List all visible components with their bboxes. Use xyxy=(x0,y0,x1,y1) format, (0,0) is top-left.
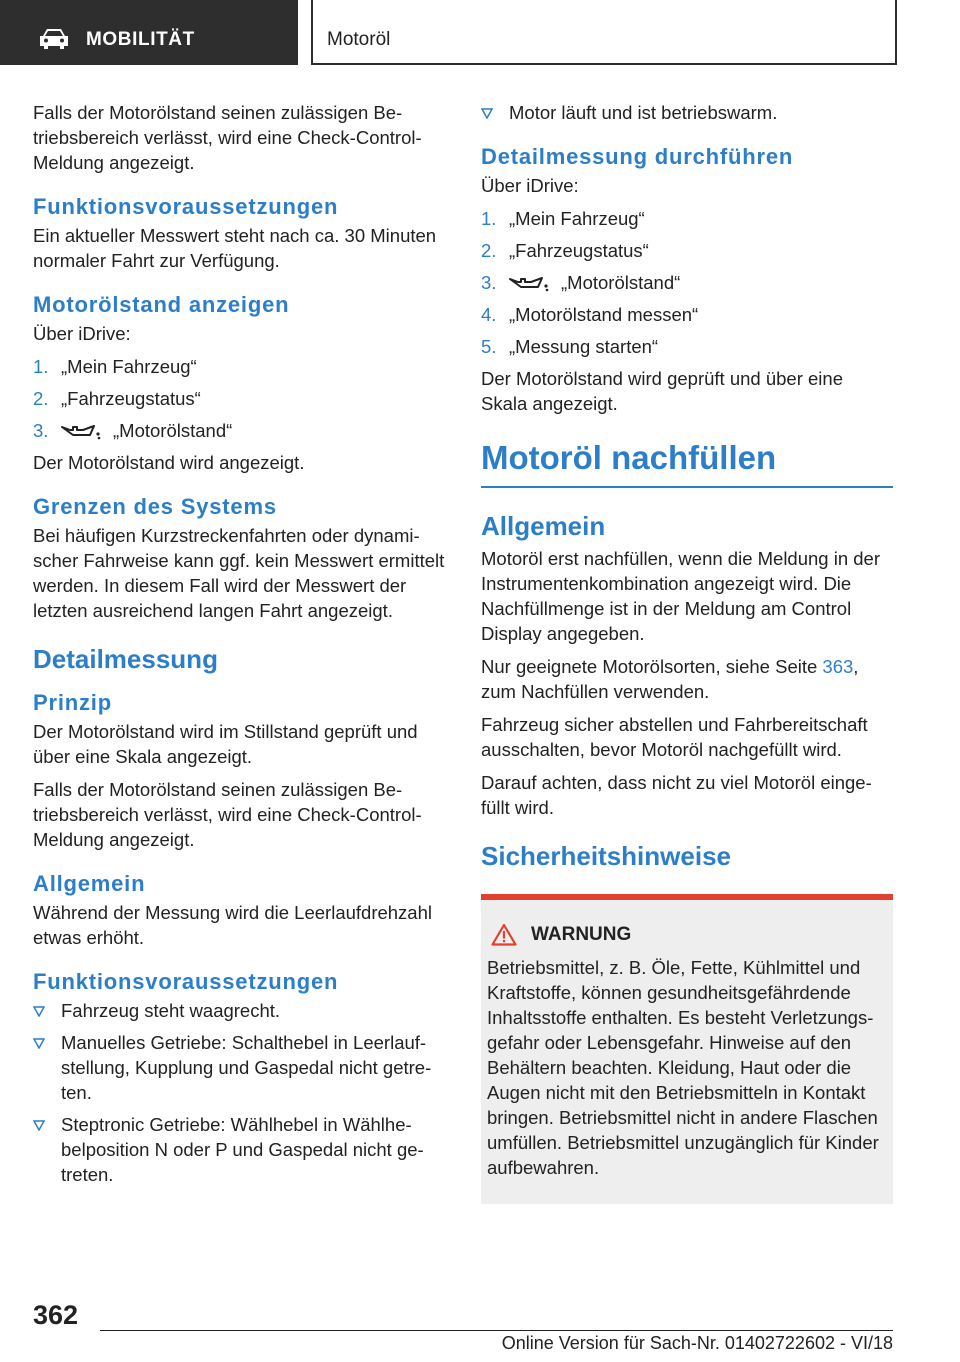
warning-triangle-icon xyxy=(491,923,517,946)
heading-general: Allgemein xyxy=(481,511,606,541)
list-item: Manuelles Getriebe: Schalthebel in Leerlaufstellung, Kupplung und Gaspedal nicht getreten. xyxy=(33,1030,445,1105)
oil-can-icon xyxy=(509,276,549,292)
paragraph: Falls der Motorölstand seinen zulässigen Betriebsbereich verlässt, wird eine Check-Control-Meldung angezeigt. xyxy=(33,102,422,173)
section-title: MOBILITÄT xyxy=(86,29,195,50)
heading-general: Allgemein xyxy=(33,871,146,896)
heading-show-oil-level: Motorölstand anzeigen xyxy=(33,292,290,317)
chapter-header xyxy=(311,0,897,65)
list-item: Motor läuft und ist betriebswarm. xyxy=(481,100,893,125)
bullet-list xyxy=(33,998,445,1187)
oil-can-icon xyxy=(61,424,101,440)
triangle-bullet-icon xyxy=(33,1038,45,1049)
heading-detail-measurement: Detailmessung xyxy=(33,644,218,674)
warning-text: Betriebsmittel, z. B. Öle, Fette, Kühlmittel und Kraftstoffe, können gesundheitsgefährdende Inhaltsstoffe enthalten. Es besteht Verletzungsgefahr oder Lebensgefahr. Hinweise auf den Behältern beachten. Kleidung, Haut oder die Augen nicht mit den Betriebsmitteln in Kontakt bringen. Betriebsmittel nicht in andere Flaschen umfüllen. Betriebsmittel unzugänglich für Kinder aufbewahren. xyxy=(487,957,879,1178)
page-link[interactable]: 363 xyxy=(822,656,854,677)
list-item: 1. „Mein Fahrzeug“ xyxy=(33,356,197,377)
heading-function-requirements: Funktionsvoraussetzungen xyxy=(33,194,339,219)
paragraph: Ein aktueller Messwert steht nach ca. 30 Minuten normaler Fahrt zur Verfügung. xyxy=(33,225,437,271)
paragraph: Der Motorölstand wird angezeigt. xyxy=(33,452,305,473)
right-column xyxy=(481,100,893,1204)
triangle-bullet-icon xyxy=(481,108,493,119)
step-list xyxy=(481,206,893,359)
list-item: 2. „Fahrzeugstatus“ xyxy=(481,240,649,261)
paragraph: Während der Messung wird die Leerlaufdrehzahl etwas erhöht. xyxy=(33,902,432,948)
list-item: 3. „Motorölstand“ xyxy=(481,272,681,293)
list-item: 5. „Messung starten“ xyxy=(481,336,659,357)
paragraph: Nur geeignete Motorölsorten, siehe Seite 363, zum Nachfüllen verwenden. xyxy=(481,656,859,702)
heading-principle: Prinzip xyxy=(33,690,112,715)
left-column xyxy=(33,100,445,1194)
list-item: Steptronic Getriebe: Wählhebel in Wählhebelposition N oder P und Gaspedal nicht getreten. xyxy=(33,1112,445,1187)
heading-safety-notes: Sicherheitshinweise xyxy=(481,841,731,871)
section-tab xyxy=(0,0,298,65)
warning-box xyxy=(481,894,893,1204)
list-item: Fahrzeug steht waagrecht. xyxy=(33,998,445,1023)
paragraph: Fahrzeug sicher abstellen und Fahrbereitschaft ausschalten, bevor Motoröl nachgefüllt wird. xyxy=(481,714,868,760)
bullet-list xyxy=(481,100,893,125)
car-icon xyxy=(38,27,70,49)
paragraph: Falls der Motorölstand seinen zulässigen Betriebsbereich verlässt, wird eine Check-Control-Meldung angezeigt. xyxy=(33,779,422,850)
paragraph: Über iDrive: xyxy=(481,175,579,196)
list-item: 1. „Mein Fahrzeug“ xyxy=(481,208,645,229)
triangle-bullet-icon xyxy=(33,1120,45,1131)
paragraph: Darauf achten, dass nicht zu viel Motoröl eingefüllt wird. xyxy=(481,772,872,818)
heading-system-limits: Grenzen des Systems xyxy=(33,494,277,519)
list-item: 3. „Motorölstand“ xyxy=(33,420,233,441)
heading-oil-refill: Motoröl nachfüllen xyxy=(481,438,893,488)
paragraph: Motoröl erst nachfüllen, wenn die Meldung in der Instrumentenkombination angezeigt wird. Die Nachfüllmenge ist in der Meldung am Control Display angegeben. xyxy=(481,548,881,644)
paragraph: Der Motorölstand wird im Stillstand geprüft und über eine Skala angezeigt. xyxy=(33,721,418,767)
heading-perform-measurement: Detailmessung durchführen xyxy=(481,144,794,169)
page-number: 362 xyxy=(33,1300,79,1330)
warning-title: WARNUNG xyxy=(487,922,885,947)
footer-divider xyxy=(100,1330,893,1331)
list-item: 4. „Motorölstand messen“ xyxy=(481,304,699,325)
paragraph: Bei häufigen Kurzstreckenfahrten oder dynamischer Fahrweise kann ggf. kein Messwert ermittelt werden. In diesem Fall wird der Messwert der letzten ausreichend langen Fahrt angezeigt. xyxy=(33,525,445,621)
footer-text: Online Version für Sach-Nr. 01402722602 - VI/18 xyxy=(501,1333,893,1353)
step-list xyxy=(33,354,445,443)
heading-function-requirements: Funktionsvoraussetzungen xyxy=(33,969,339,994)
triangle-bullet-icon xyxy=(33,1006,45,1017)
list-item: 2. „Fahrzeugstatus“ xyxy=(33,388,201,409)
paragraph: Über iDrive: xyxy=(33,323,131,344)
paragraph: Der Motorölstand wird geprüft und über eine Skala angezeigt. xyxy=(481,368,843,414)
chapter-title: Motoröl xyxy=(327,29,391,50)
